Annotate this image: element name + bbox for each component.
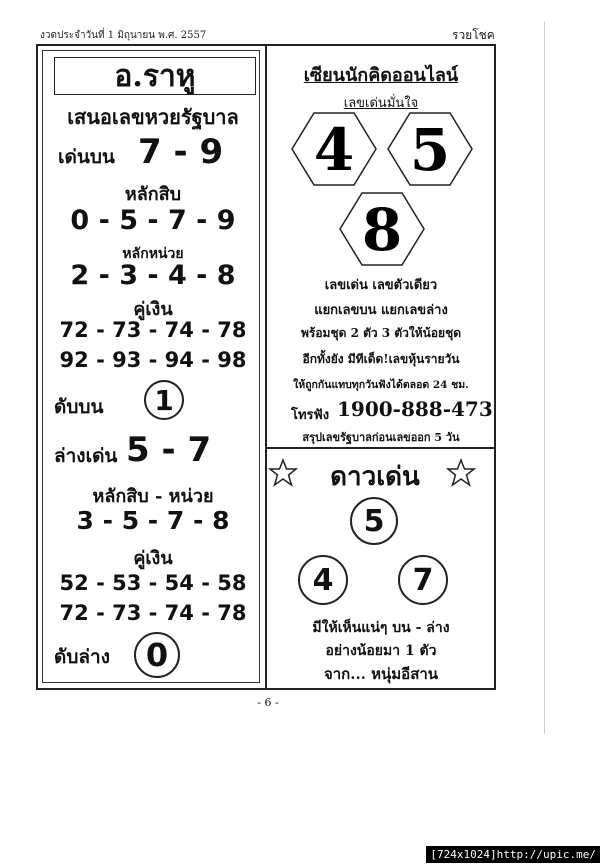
promo-line-2: แยกเลขบน แยกเลขล่าง	[314, 303, 448, 318]
hexagon-number-2: 5	[409, 116, 451, 184]
column-divider	[265, 46, 267, 688]
hexagon-numbers	[270, 108, 492, 268]
publication-name: รวยโชค	[452, 28, 495, 42]
promo-line-3: พร้อมชุด 2 ตัว 3 ตัวให้น้อยชุด	[300, 326, 462, 340]
phone-label: โทรฟัง	[291, 408, 330, 423]
pairs-row-2: 92 - 93 - 94 - 98	[59, 348, 247, 372]
pairs-row-3: 52 - 53 - 54 - 58	[59, 571, 247, 595]
units-label: หลักหน่วย	[122, 246, 184, 262]
left-title: อ.ราหู	[54, 57, 256, 95]
left-subtitle: เสนอเลขหวยรัฐบาล	[67, 105, 239, 129]
footer-line-3: จาก... หนุ่มอีสาน	[323, 665, 439, 683]
single-bottom-label: ดับล่าง	[54, 646, 110, 668]
issue-date: งวดประจำวันที่ 1 มิถุนายน พ.ศ. 2557	[40, 30, 207, 41]
promo-line-5: ให้ถูกกันแทบทุกวันฟังได้ตลอด 24 ชม.	[293, 379, 469, 391]
star-title: ดาวเด่น	[330, 462, 420, 492]
tens-units-value: 3 - 5 - 7 - 8	[76, 506, 230, 535]
tens-label: หลักสิบ	[124, 184, 182, 205]
right-title: เซียนนักคิดออนไลน์	[303, 65, 459, 86]
pairs-label-top: คู่เงิน	[133, 299, 173, 320]
hexagon-number-3: 8	[361, 196, 403, 264]
pairs-row-4: 72 - 73 - 74 - 78	[59, 601, 247, 625]
upload-watermark: [724x1024]http://upic.me/	[426, 846, 600, 863]
right-subtitle: เลขเด่นมั่นใจ	[343, 96, 419, 111]
star-number-circle-right: 7	[398, 555, 448, 605]
bottom-pick-label: ล่างเด่น	[54, 445, 118, 467]
promo-line-1: เลขเด่น เลขตัวเดียว	[324, 278, 438, 293]
star-number-circle-top: 5	[350, 497, 398, 545]
hexagon-number-1: 4	[313, 116, 355, 184]
page-number: - 6 -	[257, 696, 279, 709]
single-top-circle: 1	[144, 380, 184, 420]
footer-line-1: มีให้เห็นแน่ๆ บน - ล่าง	[312, 620, 450, 636]
units-value: 2 - 3 - 4 - 8	[70, 260, 236, 291]
promo-line-4: อีกทั้งยัง มีทีเด็ด!เลขหุ้นรายวัน	[302, 352, 460, 366]
single-bottom-circle: 0	[134, 632, 180, 678]
tens-units-label: หลักสิบ - หน่วย	[92, 486, 214, 507]
tens-value: 0 - 5 - 7 - 9	[70, 205, 236, 236]
star-number-circle-left: 4	[298, 555, 348, 605]
star-left-icon	[268, 458, 298, 488]
pairs-label-bottom: คู่เงิน	[133, 548, 173, 569]
pairs-row-1: 72 - 73 - 74 - 78	[59, 318, 247, 342]
top-pick-label: เด่นบน	[58, 146, 115, 168]
footer-line-2: อย่างน้อยมา 1 ตัว	[325, 643, 437, 659]
section-divider	[266, 447, 495, 449]
single-top-label: ดับบน	[54, 396, 104, 418]
summary-line: สรุปเลขรัฐบาลก่อนเลขออก 5 วัน	[302, 431, 460, 444]
bottom-pick-value: 5 - 7	[126, 430, 212, 470]
top-pick-value: 7 - 9	[138, 132, 224, 172]
phone-number: 1900-888-473	[337, 397, 493, 421]
star-right-icon	[446, 458, 476, 488]
